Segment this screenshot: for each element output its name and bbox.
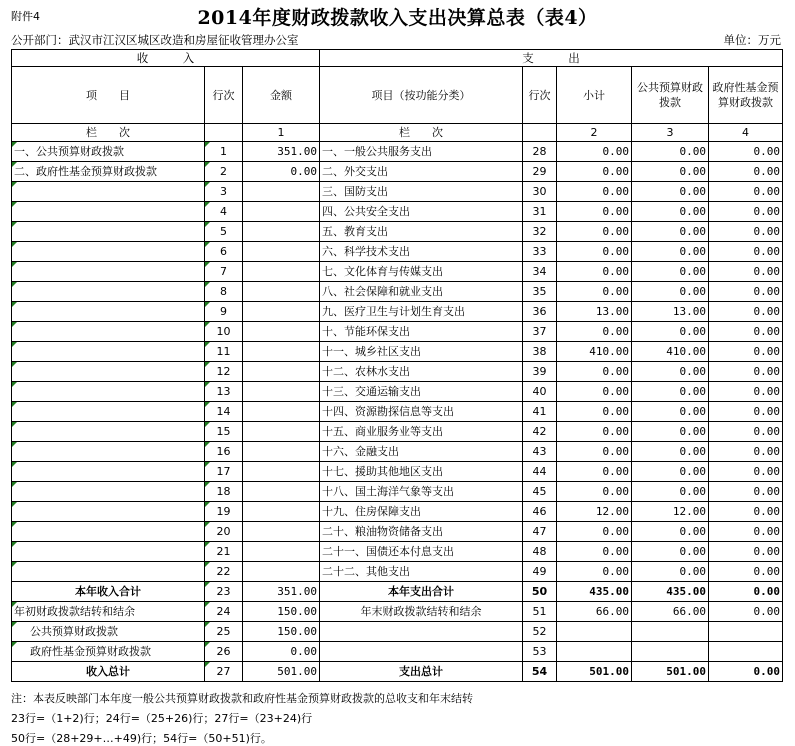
carry-over-row xyxy=(12,602,783,622)
table-row xyxy=(12,442,783,462)
expense-public-budget: 0.00 xyxy=(632,422,709,442)
income-row-no: 1 xyxy=(205,142,243,162)
expense-item-name: 十七、援助其他地区支出 xyxy=(320,462,523,482)
expense-gov-fund: 0.00 xyxy=(709,202,783,222)
income-row-no: 16 xyxy=(205,442,243,462)
income-item-name xyxy=(12,442,205,462)
table-row xyxy=(12,362,783,382)
subtotal-header: 小计 xyxy=(557,67,632,124)
expense-row-no: 29 xyxy=(523,162,557,182)
expense-row-no: 38 xyxy=(523,342,557,362)
expense-item-name: 二十、粮油物资储备支出 xyxy=(320,522,523,542)
income-amount xyxy=(243,502,320,522)
table-row xyxy=(12,402,783,422)
expense-row-no: 42 xyxy=(523,422,557,442)
blank-cell xyxy=(320,642,523,662)
expense-item-name: 十、节能环保支出 xyxy=(320,322,523,342)
expense-public-budget: 13.00 xyxy=(632,302,709,322)
income-item-name xyxy=(12,342,205,362)
table-row xyxy=(12,562,783,582)
expense-subtotal: 0.00 xyxy=(557,422,632,442)
expense-gov-fund: 0.00 xyxy=(709,222,783,242)
income-row-no: 17 xyxy=(205,462,243,482)
expense-item-name: 四、公共安全支出 xyxy=(320,202,523,222)
expense-subtotal: 0.00 xyxy=(557,362,632,382)
income-row-no: 5 xyxy=(205,222,243,242)
expense-item-name: 十五、商业服务业等支出 xyxy=(320,422,523,442)
expense-public-budget: 0.00 xyxy=(632,442,709,462)
grand-total-row xyxy=(12,662,783,682)
expense-public-budget: 0.00 xyxy=(632,222,709,242)
expense-gov-fund: 0.00 xyxy=(709,302,783,322)
income-item-name xyxy=(12,322,205,342)
expense-public-budget: 0.00 xyxy=(632,202,709,222)
grand-expense-public: 501.00 xyxy=(632,662,709,682)
expense-public-budget: 12.00 xyxy=(632,502,709,522)
expense-gov-fund: 0.00 xyxy=(709,322,783,342)
expense-gov-fund: 0.00 xyxy=(709,142,783,162)
income-amount xyxy=(243,402,320,422)
grand-expense-gov: 0.00 xyxy=(709,662,783,682)
expense-subtotal: 0.00 xyxy=(557,522,632,542)
income-item-name: 二、政府性基金预算财政拨款 xyxy=(12,162,205,182)
table-row xyxy=(12,382,783,402)
expense-row-no: 45 xyxy=(523,482,557,502)
expense-gov-fund: 0.00 xyxy=(709,262,783,282)
table-row xyxy=(12,422,783,442)
expense-row-no: 31 xyxy=(523,202,557,222)
income-row-no: 13 xyxy=(205,382,243,402)
expense-item-name: 六、科学技术支出 xyxy=(320,242,523,262)
expense-gov-fund: 0.00 xyxy=(709,422,783,442)
table-row xyxy=(12,222,783,242)
income-item-name xyxy=(12,282,205,302)
income-item-name xyxy=(12,382,205,402)
expense-subtotal: 0.00 xyxy=(557,322,632,342)
income-amount xyxy=(243,202,320,222)
expense-row-no: 36 xyxy=(523,302,557,322)
expense-public-budget: 0.00 xyxy=(632,142,709,162)
income-amount xyxy=(243,422,320,442)
blank-cell xyxy=(632,642,709,662)
expense-row-no: 44 xyxy=(523,462,557,482)
table-row xyxy=(12,542,783,562)
income-row-no: 15 xyxy=(205,422,243,442)
income-amount xyxy=(243,462,320,482)
public-budget-header: 公共预算财政拨款 xyxy=(632,67,709,124)
func-item-header: 项目（按功能分类） xyxy=(320,67,523,124)
note-line-2: 23行=（1+2)行；24行=（25+26)行；27行=（23+24)行 xyxy=(11,712,313,725)
expense-public-budget: 0.00 xyxy=(632,462,709,482)
income-item-name xyxy=(12,562,205,582)
expense-subtotal: 0.00 xyxy=(557,162,632,182)
col-index-blank xyxy=(205,124,243,142)
expense-subtotal: 0.00 xyxy=(557,182,632,202)
expense-gov-fund: 0.00 xyxy=(709,282,783,302)
expense-public-budget: 0.00 xyxy=(632,322,709,342)
expense-row-no: 39 xyxy=(523,362,557,382)
expense-row-no: 46 xyxy=(523,502,557,522)
blank-cell xyxy=(709,622,783,642)
expense-row-no: 37 xyxy=(523,322,557,342)
expense-gov-fund: 0.00 xyxy=(709,442,783,462)
public-budget-carry-row xyxy=(12,622,783,642)
table-row xyxy=(12,242,783,262)
expense-item-name: 一、一般公共服务支出 xyxy=(320,142,523,162)
carry-end-label: 年末财政拨款结转和结余 xyxy=(320,602,523,622)
income-item-name xyxy=(12,362,205,382)
table-row xyxy=(12,322,783,342)
expense-subtotal: 12.00 xyxy=(557,502,632,522)
carry-end-no: 51 xyxy=(523,602,557,622)
income-amount xyxy=(243,222,320,242)
income-row-no: 6 xyxy=(205,242,243,262)
income-row-no: 21 xyxy=(205,542,243,562)
table-row xyxy=(12,462,783,482)
income-row-no: 3 xyxy=(205,182,243,202)
expense-gov-fund: 0.00 xyxy=(709,162,783,182)
expense-row-no: 48 xyxy=(523,542,557,562)
expense-public-budget: 0.00 xyxy=(632,362,709,382)
page-title: 2014年度财政拨款收入支出决算总表（表4） xyxy=(197,7,598,29)
income-amount xyxy=(243,182,320,202)
income-total-label: 本年收入合计 xyxy=(12,582,205,602)
table-row xyxy=(12,282,783,302)
expense-item-name: 十一、城乡社区支出 xyxy=(320,342,523,362)
expense-gov-fund: 0.00 xyxy=(709,362,783,382)
gov-fund-label: 政府性基金预算财政拨款 xyxy=(12,642,205,662)
expense-row-no: 41 xyxy=(523,402,557,422)
pub-budget-amount: 150.00 xyxy=(243,622,320,642)
header-row-group xyxy=(12,50,783,67)
income-row-no: 2 xyxy=(205,162,243,182)
expense-public-budget: 0.00 xyxy=(632,242,709,262)
expense-row-no: 49 xyxy=(523,562,557,582)
income-amount xyxy=(243,322,320,342)
table-row xyxy=(12,522,783,542)
expense-item-name: 十四、资源勘探信息等支出 xyxy=(320,402,523,422)
expense-gov-fund: 0.00 xyxy=(709,242,783,262)
expense-item-name: 十九、住房保障支出 xyxy=(320,502,523,522)
expense-subtotal: 0.00 xyxy=(557,442,632,462)
blank-cell xyxy=(632,622,709,642)
expense-gov-fund: 0.00 xyxy=(709,182,783,202)
income-item-name xyxy=(12,482,205,502)
expense-item-name: 八、社会保障和就业支出 xyxy=(320,282,523,302)
blank-cell xyxy=(320,622,523,642)
income-row-no: 14 xyxy=(205,402,243,422)
income-amount xyxy=(243,302,320,322)
expense-row-no: 28 xyxy=(523,142,557,162)
expense-item-name: 十三、交通运输支出 xyxy=(320,382,523,402)
pub-budget-label: 公共预算财政拨款 xyxy=(12,622,205,642)
attachment-label: 附件4 xyxy=(11,10,40,23)
row-no-52: 52 xyxy=(523,622,557,642)
expense-item-name: 五、教育支出 xyxy=(320,222,523,242)
col-label-right: 栏 次 xyxy=(320,124,523,142)
income-amount xyxy=(243,262,320,282)
expense-gov-fund: 0.00 xyxy=(709,562,783,582)
expense-subtotal: 0.00 xyxy=(557,542,632,562)
expense-subtotal: 0.00 xyxy=(557,382,632,402)
expense-row-no: 32 xyxy=(523,222,557,242)
note-line-1: 注：本表反映部门本年度一般公共预算财政拨款和政府性基金预算财政拨款的总收支和年末结转 xyxy=(11,692,473,705)
row-no-header: 行次 xyxy=(205,67,243,124)
amount-header: 金额 xyxy=(243,67,320,124)
income-amount xyxy=(243,382,320,402)
table-row xyxy=(12,482,783,502)
carry-end-subtotal: 66.00 xyxy=(557,602,632,622)
table-row xyxy=(12,202,783,222)
col-index-blank xyxy=(523,124,557,142)
col-index-4: 4 xyxy=(709,124,783,142)
income-amount: 351.00 xyxy=(243,142,320,162)
income-item-name xyxy=(12,402,205,422)
gov-fund-amount: 0.00 xyxy=(243,642,320,662)
table-row xyxy=(12,502,783,522)
income-amount xyxy=(243,282,320,302)
expense-subtotal: 0.00 xyxy=(557,282,632,302)
income-row-no: 8 xyxy=(205,282,243,302)
expense-item-name: 十六、金融支出 xyxy=(320,442,523,462)
expense-row-no: 47 xyxy=(523,522,557,542)
income-row-no: 18 xyxy=(205,482,243,502)
carry-begin-no: 24 xyxy=(205,602,243,622)
unit-label: 单位：万元 xyxy=(723,33,781,47)
income-item-name xyxy=(12,542,205,562)
expense-gov-fund: 0.00 xyxy=(709,382,783,402)
department-label: 公开部门：武汉市江汉区城区改造和房屋征收管理办公室 xyxy=(11,33,299,47)
income-amount xyxy=(243,242,320,262)
expense-public-budget: 0.00 xyxy=(632,482,709,502)
carry-begin-label: 年初财政拨款结转和结余 xyxy=(12,602,205,622)
expense-item-name: 十八、国土海洋气象等支出 xyxy=(320,482,523,502)
expense-gov-fund: 0.00 xyxy=(709,482,783,502)
expense-gov-fund: 0.00 xyxy=(709,342,783,362)
table-row xyxy=(12,302,783,322)
expense-subtotal: 0.00 xyxy=(557,142,632,162)
expense-item-name: 二十一、国债还本付息支出 xyxy=(320,542,523,562)
expense-row-no: 43 xyxy=(523,442,557,462)
table-row xyxy=(12,162,783,182)
income-row-no: 19 xyxy=(205,502,243,522)
grand-expense-no: 54 xyxy=(523,662,557,682)
expense-gov-fund: 0.00 xyxy=(709,502,783,522)
note-line-3: 50行=（28+29+…+49)行；54行=（50+51)行。 xyxy=(11,732,272,745)
expense-subtotal: 410.00 xyxy=(557,342,632,362)
income-amount xyxy=(243,482,320,502)
budget-table xyxy=(11,49,783,682)
income-item-name xyxy=(12,242,205,262)
income-amount xyxy=(243,342,320,362)
expense-public-budget: 0.00 xyxy=(632,162,709,182)
carry-end-gov: 0.00 xyxy=(709,602,783,622)
header-row-index xyxy=(12,124,783,142)
gov-fund-header: 政府性基金预算财政拨款 xyxy=(709,67,783,124)
expense-subtotal: 13.00 xyxy=(557,302,632,322)
expense-subtotal: 0.00 xyxy=(557,222,632,242)
pub-budget-no: 25 xyxy=(205,622,243,642)
expense-public-budget: 0.00 xyxy=(632,562,709,582)
expense-subtotal: 0.00 xyxy=(557,402,632,422)
expense-row-no: 40 xyxy=(523,382,557,402)
row-no2-header: 行次 xyxy=(523,67,557,124)
grand-expense-subtotal: 501.00 xyxy=(557,662,632,682)
expense-public-budget: 0.00 xyxy=(632,182,709,202)
expense-item-name: 三、国防支出 xyxy=(320,182,523,202)
income-row-no: 22 xyxy=(205,562,243,582)
income-amount xyxy=(243,542,320,562)
expense-group-header: 支 出 xyxy=(320,50,783,67)
col-index-2: 2 xyxy=(557,124,632,142)
expense-gov-fund: 0.00 xyxy=(709,522,783,542)
table-row xyxy=(12,342,783,362)
gov-fund-carry-row xyxy=(12,642,783,662)
income-item-name xyxy=(12,502,205,522)
col-index-1: 1 xyxy=(243,124,320,142)
income-row-no: 4 xyxy=(205,202,243,222)
expense-subtotal: 0.00 xyxy=(557,202,632,222)
grand-income-label: 收入总计 xyxy=(12,662,205,682)
expense-public-budget: 0.00 xyxy=(632,262,709,282)
income-item-name xyxy=(12,182,205,202)
expense-public-budget: 0.00 xyxy=(632,542,709,562)
expense-public-budget: 410.00 xyxy=(632,342,709,362)
expense-total-no: 50 xyxy=(523,582,557,602)
table-row xyxy=(12,262,783,282)
income-item-name xyxy=(12,422,205,442)
income-row-no: 10 xyxy=(205,322,243,342)
income-total-amount: 351.00 xyxy=(243,582,320,602)
grand-income-no: 27 xyxy=(205,662,243,682)
income-item-name xyxy=(12,202,205,222)
income-group-header: 收 入 xyxy=(12,50,320,67)
income-row-no: 7 xyxy=(205,262,243,282)
income-amount xyxy=(243,522,320,542)
income-row-no: 11 xyxy=(205,342,243,362)
income-item-name xyxy=(12,302,205,322)
income-row-no: 12 xyxy=(205,362,243,382)
expense-row-no: 34 xyxy=(523,262,557,282)
gov-fund-no: 26 xyxy=(205,642,243,662)
expense-total-gov: 0.00 xyxy=(709,582,783,602)
expense-public-budget: 0.00 xyxy=(632,282,709,302)
expense-item-name: 二、外交支出 xyxy=(320,162,523,182)
grand-expense-label: 支出总计 xyxy=(320,662,523,682)
table-row xyxy=(12,182,783,202)
expense-public-budget: 0.00 xyxy=(632,402,709,422)
income-amount xyxy=(243,442,320,462)
expense-total-public: 435.00 xyxy=(632,582,709,602)
expense-item-name: 七、文化体育与传媒支出 xyxy=(320,262,523,282)
expense-row-no: 33 xyxy=(523,242,557,262)
item-header: 项 目 xyxy=(12,67,205,124)
income-item-name xyxy=(12,262,205,282)
expense-total-label: 本年支出合计 xyxy=(320,582,523,602)
col-label-left: 栏 次 xyxy=(12,124,205,142)
income-item-name xyxy=(12,222,205,242)
expense-public-budget: 0.00 xyxy=(632,382,709,402)
expense-total-subtotal: 435.00 xyxy=(557,582,632,602)
expense-item-name: 九、医疗卫生与计划生育支出 xyxy=(320,302,523,322)
expense-item-name: 二十二、其他支出 xyxy=(320,562,523,582)
carry-end-public: 66.00 xyxy=(632,602,709,622)
grand-income-amount: 501.00 xyxy=(243,662,320,682)
blank-cell xyxy=(557,622,632,642)
expense-public-budget: 0.00 xyxy=(632,522,709,542)
row-no-53: 53 xyxy=(523,642,557,662)
expense-subtotal: 0.00 xyxy=(557,482,632,502)
expense-subtotal: 0.00 xyxy=(557,562,632,582)
income-amount: 0.00 xyxy=(243,162,320,182)
expense-subtotal: 0.00 xyxy=(557,462,632,482)
table-row xyxy=(12,142,783,162)
blank-cell xyxy=(557,642,632,662)
expense-gov-fund: 0.00 xyxy=(709,402,783,422)
income-total-no: 23 xyxy=(205,582,243,602)
header-row-columns xyxy=(12,67,783,124)
expense-row-no: 30 xyxy=(523,182,557,202)
expense-subtotal: 0.00 xyxy=(557,262,632,282)
income-expense-total-row xyxy=(12,582,783,602)
blank-cell xyxy=(709,642,783,662)
expense-item-name: 十二、农林水支出 xyxy=(320,362,523,382)
expense-subtotal: 0.00 xyxy=(557,242,632,262)
income-row-no: 20 xyxy=(205,522,243,542)
expense-row-no: 35 xyxy=(523,282,557,302)
expense-gov-fund: 0.00 xyxy=(709,462,783,482)
expense-gov-fund: 0.00 xyxy=(709,542,783,562)
income-item-name xyxy=(12,462,205,482)
income-item-name xyxy=(12,522,205,542)
income-amount xyxy=(243,562,320,582)
carry-begin-amount: 150.00 xyxy=(243,602,320,622)
income-amount xyxy=(243,362,320,382)
income-item-name: 一、公共预算财政拨款 xyxy=(12,142,205,162)
col-index-3: 3 xyxy=(632,124,709,142)
income-row-no: 9 xyxy=(205,302,243,322)
